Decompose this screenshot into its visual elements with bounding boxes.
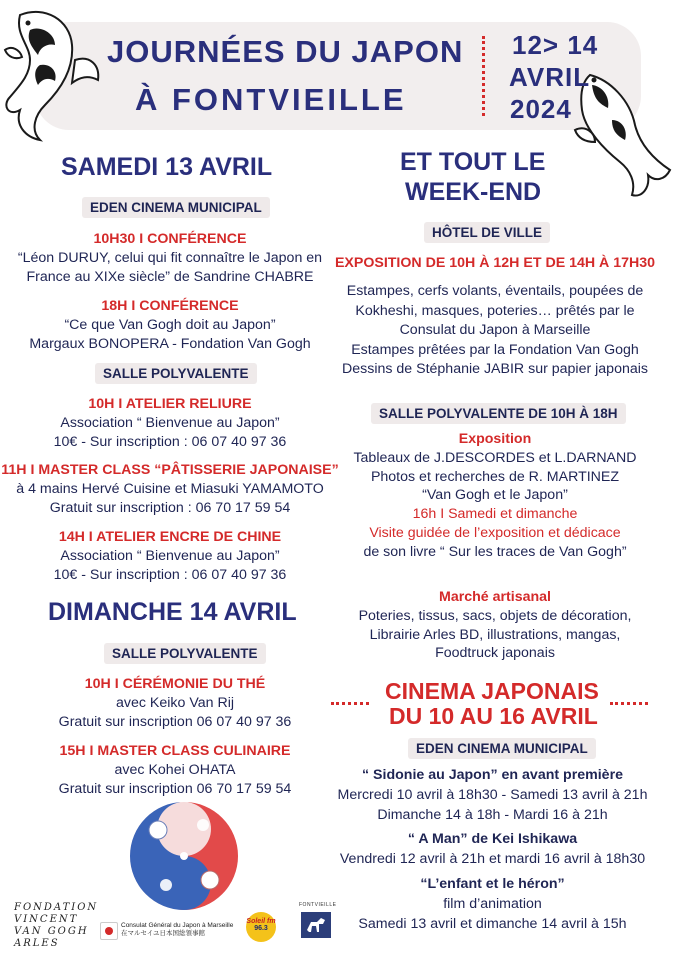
event-title: 18H I CONFÉRENCE	[101, 298, 239, 314]
logo-text: FONDATION	[14, 902, 99, 913]
venue-salle-polyvalente: SALLE POLYVALENTE	[95, 363, 257, 384]
film-line: Mercredi 10 avril à 18h30 - Samedi 13 avril à 21h	[337, 787, 648, 803]
film-enfant-heron	[320, 875, 665, 934]
event-line: Estampes prêtées par la Fondation Van Gogh	[351, 341, 639, 358]
event-title: 10H30 I CONFÉRENCE	[93, 231, 247, 247]
event-atelier-encre	[0, 528, 340, 584]
event-title: 10H I CÉRÉMONIE DU THÉ	[84, 676, 266, 692]
event-line: Photos et recherches de R. MARTINEZ	[370, 468, 620, 485]
weekend-title-line1: ET TOUT LE	[400, 148, 546, 176]
film-line: Dimanche 14 à 18h - Mardi 16 à 21h	[377, 807, 608, 823]
event-line-highlight: Visite guidée de l’exposition et dédicace	[369, 524, 621, 541]
venue-hotel-de-ville: HÔTEL DE VILLE	[424, 222, 550, 243]
film-line: film d’animation	[443, 896, 542, 912]
film-sidonie	[320, 766, 665, 825]
event-line: Association “ Bienvenue au Japon”	[60, 415, 280, 431]
dotted-divider-left	[331, 702, 369, 705]
venue-salle-polyvalente-sunday: SALLE POLYVALENTE	[104, 643, 266, 664]
event-line: “Léon DURUY, celui qui fit connaître le Japon en	[17, 250, 323, 266]
film-title: “ A Man” de Kei Ishikawa	[407, 831, 578, 847]
event-line: France au XIXe siècle” de Sandrine CHABRE	[26, 268, 314, 285]
header-divider	[482, 36, 485, 116]
event-title: Marché artisanal	[439, 589, 551, 605]
koi-circle-illustration-icon	[118, 800, 250, 912]
logo-text: Consulat Général du Japon à Marseille	[121, 922, 234, 929]
logo-consulat	[121, 922, 233, 938]
event-conference-1030	[0, 230, 340, 286]
logo-text: 96.3	[254, 925, 268, 932]
event-line: 10€ - Sur inscription : 06 07 40 97 36	[53, 566, 287, 583]
event-line: Gratuit sur inscription 06 70 17 59 54	[58, 780, 292, 797]
dog-crest-icon	[299, 910, 333, 940]
film-a-man	[320, 830, 665, 869]
event-conference-18h	[0, 297, 340, 353]
logo-fondation-van-gogh	[14, 902, 98, 950]
logo-text: Soleil fm	[246, 918, 276, 925]
event-line: “Van Gogh et le Japon”	[422, 487, 568, 503]
event-line: Poteries, tissus, sacs, objets de décoration,	[358, 608, 632, 624]
event-line: Kokheshi, masques, poteries… prêtés par le	[355, 302, 635, 319]
koi-fish-left-icon	[0, 5, 110, 145]
event-line: “Ce que Van Gogh doit au Japon”	[64, 317, 276, 333]
logo-soleil-fm	[246, 912, 276, 942]
event-title: 10H I ATELIER RELIURE	[88, 396, 252, 412]
venue-eden-cinema: EDEN CINEMA MUNICIPAL	[82, 197, 270, 218]
event-title: 15H I MASTER CLASS CULINAIRE	[59, 743, 291, 759]
event-atelier-reliure	[0, 395, 340, 451]
sunday-title: DIMANCHE 14 AVRIL	[48, 598, 297, 626]
film-title: “L’enfant et le héron”	[420, 876, 565, 892]
date-days: 12> 14	[512, 30, 599, 60]
date-year: 2024	[510, 94, 572, 124]
dotted-divider-right	[610, 702, 648, 705]
event-line: Gratuit sur inscription : 06 70 17 59 54	[49, 499, 291, 516]
event-master-class-patisserie	[0, 461, 340, 517]
event-marche-artisanal	[325, 588, 665, 663]
event-title: 14H I ATELIER ENCRE DE CHINE	[58, 529, 282, 545]
event-ceremonie-the	[0, 675, 350, 731]
event-master-class-culinaire	[0, 742, 350, 798]
event-line: de son livre “ Sur les traces de Van Gogh”	[363, 543, 627, 560]
event-line-highlight: 16h I Samedi et dimanche	[412, 505, 578, 522]
event-line: Margaux BONOPERA - Fondation Van Gogh	[29, 335, 311, 352]
venue-salle-polyvalente-weekend: SALLE POLYVALENTE DE 10H À 18H	[371, 403, 626, 424]
date-month: AVRIL	[509, 62, 591, 92]
event-line: Foodtruck japonais	[435, 645, 555, 661]
logo-text: ARLES	[14, 938, 60, 949]
logo-text: FONTVIEILLE	[299, 902, 337, 908]
event-line: Estampes, cerfs volants, éventails, poupées de	[346, 283, 644, 299]
venue-eden-cinema-films: EDEN CINEMA MUNICIPAL	[408, 738, 596, 759]
event-line: Association “ Bienvenue au Japon”	[60, 548, 280, 564]
event-title: EXPOSITION DE 10H À 12H ET DE 14H À 17H30	[334, 255, 656, 271]
event-line: Librairie Arles BD, illustrations, mangas,	[369, 626, 621, 643]
logo-text: 在マルセイユ日本国総領事館	[121, 930, 206, 937]
event-line: Gratuit sur inscription 06 07 40 97 36	[58, 713, 292, 730]
film-line: Vendredi 12 avril à 21h et mardi 16 avril à 18h30	[339, 851, 646, 867]
cinema-title-line2: DU 10 AU 16 AVRIL	[389, 703, 598, 729]
event-line: avec Kohei OHATA	[114, 762, 236, 778]
film-title: “ Sidonie au Japon” en avant première	[362, 767, 623, 783]
page-title-line1: JOURNÉES DU JAPON	[107, 34, 464, 69]
event-line: à 4 mains Hervé Cuisine et Miasuki YAMAMOTO	[16, 481, 324, 497]
logo-fontvieille	[299, 902, 337, 944]
event-title: 11H I MASTER CLASS “PÂTISSERIE JAPONAISE”	[1, 462, 339, 478]
logo-text: VAN GOGH	[14, 926, 89, 937]
event-line: Tableaux de J.DESCORDES et L.DARNAND	[353, 450, 637, 466]
event-line: Consulat du Japon à Marseille	[399, 322, 591, 338]
logo-text: VINCENT	[14, 914, 79, 925]
weekend-title-line2: WEEK-END	[405, 178, 542, 206]
event-exposition-salle	[325, 430, 665, 561]
event-title: Exposition	[458, 431, 532, 447]
saturday-title: SAMEDI 13 AVRIL	[61, 153, 273, 181]
film-line: Samedi 13 avril et dimanche 14 avril à 15h	[358, 916, 627, 932]
event-line: avec Keiko Van Rij	[115, 695, 235, 711]
event-line: 10€ - Sur inscription : 06 07 40 97 36	[53, 433, 287, 450]
page-title-line2: À FONTVIEILLE	[135, 82, 407, 117]
event-exposition-hotel	[330, 254, 660, 380]
japan-flag-icon	[100, 922, 118, 940]
cinema-title-line1: CINEMA JAPONAIS	[385, 678, 599, 704]
event-line: Dessins de Stéphanie JABIR sur papier japonais	[342, 361, 648, 377]
